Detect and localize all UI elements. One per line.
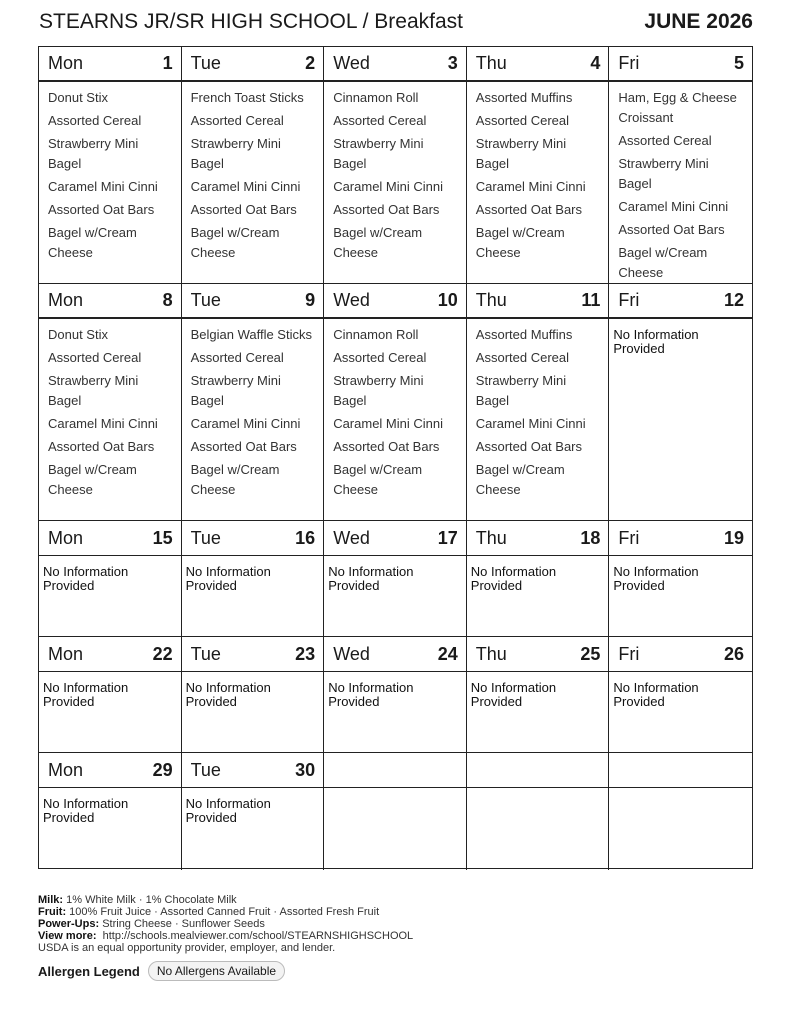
day-name: Mon [48,759,84,780]
calendar-cell-empty [609,753,752,870]
day-header [609,521,752,556]
calendar-day-cell [324,521,467,637]
menu-item: Strawberry Mini Bagel [333,136,424,171]
day-number: 15 [152,527,173,548]
menu-item: Assorted Cereal [48,350,142,365]
no-info-note: No Information Provided [185,796,271,825]
menu-item: Strawberry Mini Bagel [475,373,567,408]
day-header [467,637,609,672]
day-number: 4 [590,53,601,73]
menu-item: Strawberry Mini Bagel [333,373,424,408]
menu-item: Assorted Cereal [618,133,712,148]
day-number: 26 [723,643,744,664]
calendar-day-cell [324,284,467,521]
menu-item: Caramel Mini Cinni [618,199,729,214]
menu-item: Ham, Egg & Cheese Croissant [618,90,737,125]
day-header [182,637,324,672]
day-header [39,521,181,556]
day-number: 2 [305,53,316,73]
allergen-legend-label: Allergen Legend [38,963,140,979]
no-info-note: No Information Provided [328,680,414,709]
milk-line: Milk: 1% White Milk · 1% Chocolate Milk [38,894,237,906]
day-number: 10 [437,290,458,310]
calendar-day-cell [39,284,182,521]
day-header [467,47,609,82]
menu-item: Strawberry Mini Bagel [475,136,567,171]
no-info-note: No Information Provided [470,680,557,709]
powerups-line: Power-Ups: String Cheese · Sunflower Seeds [38,918,265,930]
day-number: 18 [580,527,601,548]
day-name: Mon [48,290,84,310]
menu-item: Assorted Cereal [333,350,427,365]
day-number: 23 [295,643,316,664]
day-name: Wed [333,290,370,310]
calendar-day-cell [39,521,182,637]
no-info-note: No Information Provided [43,796,129,825]
menu-item-list [39,319,181,500]
day-header [182,47,324,82]
no-info-note: No Information Provided [43,564,129,593]
calendar-grid [38,46,753,869]
menu-item: Bagel w/Cream Cheese [475,462,565,497]
day-name: Thu [475,527,507,548]
day-header [609,284,752,319]
calendar-day-cell [467,637,610,753]
day-header [182,284,324,319]
menu-item: Bagel w/Cream Cheese [190,462,280,497]
day-header [324,284,466,319]
menu-item: Caramel Mini Cinni [48,179,158,194]
menu-item: Donut Stix [48,327,108,342]
menu-item: Strawberry Mini Bagel [618,156,709,191]
calendar-day-cell [324,637,467,753]
menu-item: Strawberry Mini Bagel [48,136,139,171]
day-number: 30 [295,759,316,780]
day-name: Mon [48,53,84,73]
day-name: Wed [333,527,370,548]
menu-item: Bagel w/Cream Cheese [48,462,137,497]
day-name: Mon [48,643,84,664]
menu-item-list [324,82,466,263]
day-header [324,47,466,82]
calendar-day-cell [609,521,752,637]
month-title: JUNE 2026 [644,10,753,33]
menu-item: Caramel Mini Cinni [333,416,443,431]
no-info-note: No Information Provided [43,680,129,709]
day-header [39,637,181,672]
fruit-line: Fruit: 100% Fruit Juice · Assorted Canned Fruit · Assorted Fresh Fruit [38,906,380,918]
day-number: 22 [152,643,173,664]
menu-item: Assorted Cereal [190,350,284,365]
menu-item: Bagel w/Cream Cheese [475,225,565,260]
allergen-badge: No Allergens Available [148,961,285,981]
menu-item-list [182,319,324,500]
menu-item: Assorted Oat Bars [475,439,583,454]
day-header [467,521,609,556]
menu-item: Bagel w/Cream Cheese [48,225,137,260]
viewmore-link[interactable]: http://schools.mealviewer.com/school/STEARNSHIGHSCHOOL [102,930,414,942]
allergen-legend [38,961,285,981]
menu-item: Assorted Oat Bars [48,202,155,217]
calendar-day-cell [182,47,325,284]
menu-item: Assorted Cereal [475,113,570,128]
menu-item: Assorted Oat Bars [475,202,583,217]
menu-item: Assorted Cereal [48,113,142,128]
day-number: 11 [581,290,601,310]
viewmore-line: View more: http://schools.mealviewer.com/school/STEARNSHIGHSCHOOL [38,930,414,942]
day-name: Wed [333,643,370,664]
no-info-note: No Information Provided [613,564,699,593]
menu-item: Assorted Cereal [333,113,427,128]
day-name: Wed [333,53,370,73]
menu-item: Assorted Muffins [475,327,573,342]
day-header [467,284,609,319]
day-number: 16 [295,527,316,548]
no-info-note: No Information Provided [185,564,271,593]
day-name: Fri [618,643,640,664]
calendar-day-cell [182,521,325,637]
day-name: Fri [618,527,640,548]
page-title: STEARNS JR/SR HIGH SCHOOL / Breakfast [39,10,463,33]
day-number: 9 [305,290,316,310]
no-info-note: No Information Provided [470,564,557,593]
menu-item: Assorted Cereal [190,113,284,128]
day-number: 3 [447,53,458,73]
menu-item: Assorted Oat Bars [618,222,725,237]
menu-item: Caramel Mini Cinni [475,179,586,194]
menu-item: Bagel w/Cream Cheese [190,225,280,260]
day-number: 25 [580,643,601,664]
menu-item: Assorted Cereal [475,350,570,365]
menu-item: Bagel w/Cream Cheese [618,245,708,280]
calendar-cell-empty [324,753,467,870]
day-number: 19 [723,527,744,548]
menu-item-list [39,82,181,263]
menu-item-list [467,82,609,263]
day-name: Thu [475,643,507,664]
calendar-day-cell [467,521,610,637]
calendar-day-cell [609,637,752,753]
day-header-empty [324,753,466,788]
menu-item: Donut Stix [48,90,108,105]
day-number: 24 [437,643,458,664]
calendar-day-cell [182,284,325,521]
calendar-cell-empty [467,753,610,870]
day-name: Tue [190,527,221,548]
menu-item-list [609,82,752,283]
day-number: 29 [152,759,173,780]
day-header [324,637,466,672]
menu-item: Bagel w/Cream Cheese [333,462,423,497]
menu-item: Belgian Waffle Sticks [190,327,312,342]
menu-item: Strawberry Mini Bagel [190,373,281,408]
no-info-note: No Information Provided [613,680,699,709]
menu-item: Strawberry Mini Bagel [190,136,281,171]
no-info-note: No Information Provided [613,327,699,356]
day-name: Fri [618,53,640,73]
day-header-empty [609,753,752,788]
menu-item-list [467,319,609,500]
usda-line: USDA is an equal opportunity provider, employer, and lender. [38,942,336,954]
calendar-day-cell [467,47,610,284]
calendar-day-cell [182,637,325,753]
day-name: Fri [618,290,640,310]
menu-item: Assorted Oat Bars [48,439,155,454]
menu-item: Cinnamon Roll [333,327,419,342]
menu-item: Caramel Mini Cinni [475,416,586,431]
day-header [39,284,181,319]
day-name: Thu [475,290,507,310]
day-header [182,521,324,556]
day-name: Tue [190,759,221,780]
day-name: Thu [475,53,507,73]
menu-item: Caramel Mini Cinni [190,179,301,194]
day-header [324,521,466,556]
menu-item: French Toast Sticks [190,90,304,105]
menu-item: Cinnamon Roll [333,90,419,105]
menu-item: Assorted Muffins [475,90,573,105]
menu-item-list [182,82,324,263]
menu-item: Caramel Mini Cinni [48,416,158,431]
no-info-note: No Information Provided [185,680,271,709]
day-number: 1 [162,53,173,73]
day-name: Tue [190,290,221,310]
day-header [182,753,324,788]
menu-item: Assorted Oat Bars [190,202,297,217]
calendar-day-cell [324,47,467,284]
day-header [609,47,752,82]
day-name: Tue [190,53,221,73]
menu-item: Caramel Mini Cinni [190,416,301,431]
day-number: 12 [723,290,744,310]
day-header [39,47,181,82]
menu-item: Bagel w/Cream Cheese [333,225,423,260]
calendar-day-cell [467,284,610,521]
calendar-day-cell [609,47,752,284]
day-number: 5 [733,53,744,73]
day-number: 17 [437,527,458,548]
menu-item-list [324,319,466,500]
day-name: Tue [190,643,221,664]
calendar-day-cell [39,47,182,284]
menu-item: Strawberry Mini Bagel [48,373,139,408]
menu-item: Caramel Mini Cinni [333,179,443,194]
no-info-note: No Information Provided [328,564,414,593]
footer-info [38,894,413,954]
calendar-day-cell [39,637,182,753]
day-header [39,753,181,788]
day-number: 8 [162,290,173,310]
menu-item: Assorted Oat Bars [333,202,440,217]
calendar-day-cell [182,753,325,870]
menu-item: Assorted Oat Bars [190,439,297,454]
day-header-empty [467,753,609,788]
calendar-day-cell [609,284,752,521]
day-name: Mon [48,527,84,548]
calendar-day-cell [39,753,182,870]
menu-item: Assorted Oat Bars [333,439,440,454]
day-header [609,637,752,672]
